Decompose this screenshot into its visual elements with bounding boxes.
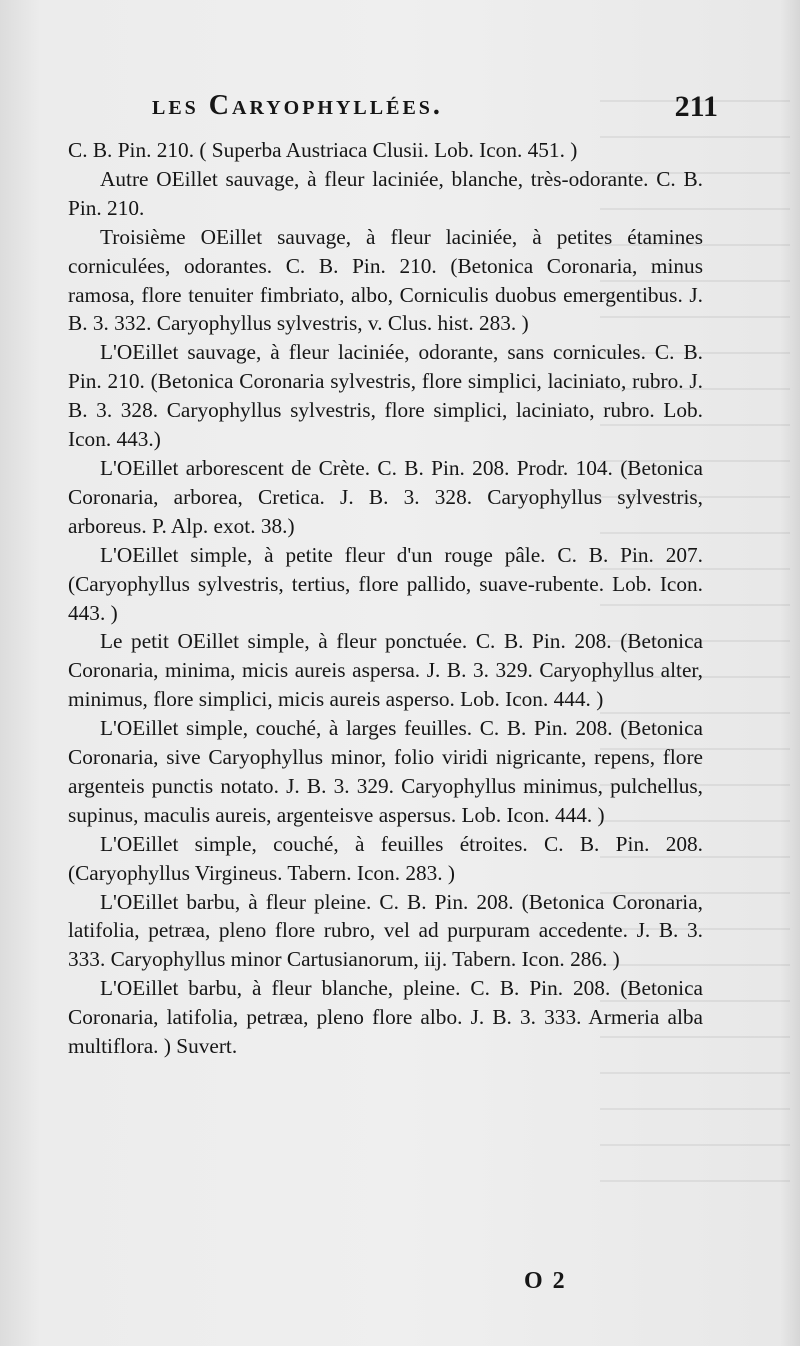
page-number: 211 (674, 90, 718, 123)
running-head: les Caryophyllées. (152, 90, 443, 121)
signature-mark: O 2 (524, 1268, 567, 1294)
paragraph: L'OEillet simple, à petite fleur d'un rouge pâle. C. B. Pin. 207. (Caryophyllus sylvestris, tertius, flore pallido, suave-rubente. Lob. Icon. 443. ) (68, 542, 703, 625)
paragraph: L'OEillet arborescent de Crète. C. B. Pin. 208. Prodr. 104. (Betonica Coronaria, arborea, Cretica. J. B. 3. 328. Caryophyllus sylvestris, arboreus. P. Alp. exot. 38.) (68, 455, 703, 538)
paragraph: L'OEillet simple, couché, à larges feuilles. C. B. Pin. 208. (Betonica Coronaria, sive Caryophyllus minor, folio viridi nigricante, repens, flore argenteis punctis notato. J. B. 3. 329. Caryophyllus minimus, pulchellus, supinus, maculis aureis, argenteisve aspersus. Lob. Icon. 444. ) (68, 716, 703, 827)
paragraph-continuation: C. B. Pin. 210. ( Superba Austriaca Clusii. Lob. Icon. 451. ) (68, 138, 578, 162)
paragraph: L'OEillet sauvage, à fleur laciniée, odorante, sans cornicules. C. B. Pin. 210. (Betonica Coronaria sylvestris, flore simplici, laciniato, rubro. J. B. 3. 328. Caryophyllus sylvestris, flore simplici, laciniato, rubro. Lob. Icon. 443.) (68, 340, 703, 452)
paragraph: L'OEillet simple, couché, à feuilles étroites. C. B. Pin. 208. (Caryophyllus Virgineus. Tabern. Icon. 283. ) (68, 831, 703, 885)
paragraph: L'OEillet barbu, à fleur pleine. C. B. Pin. 208. (Betonica Coronaria, latifolia, petræa, pleno flore rubro, vel ad purpuram accedente. J. B. 3. 333. Caryophyllus minor Cartusianorum, iij. Tabern. Icon. 286. ) (68, 889, 703, 972)
body-text (68, 136, 703, 1061)
paragraph: Autre OEillet sauvage, à fleur laciniée, blanche, très-odorante. C. B. Pin. 210. (68, 166, 703, 220)
paragraph: Le petit OEillet simple, à fleur ponctuée. C. B. Pin. 208. (Betonica Coronaria, minima, micis aureis aspersa. J. B. 3. 329. Caryophyllus alter, minimus, flore simplici, micis aureis asperso. Lob. Icon. 444. ) (68, 629, 703, 712)
paragraph: Troisième OEillet sauvage, à fleur laciniée, à petites étamines corniculées, odorantes. C. B. Pin. 210. (Betonica Coronaria, minus ramosa, flore tenuiter fimbriato, albo, Corniculis duobus emergentibus. J. B. 3. 332. Caryophyllus sylvestris, v. Clus. hist. 283. ) (68, 224, 703, 336)
page-header (68, 90, 718, 126)
paragraph: L'OEillet barbu, à fleur blanche, pleine. C. B. Pin. 208. (Betonica Coronaria, latifolia, petræa, pleno flore albo. J. B. 3. 333. Armeria alba multiflora. ) Suvert. (68, 976, 703, 1059)
